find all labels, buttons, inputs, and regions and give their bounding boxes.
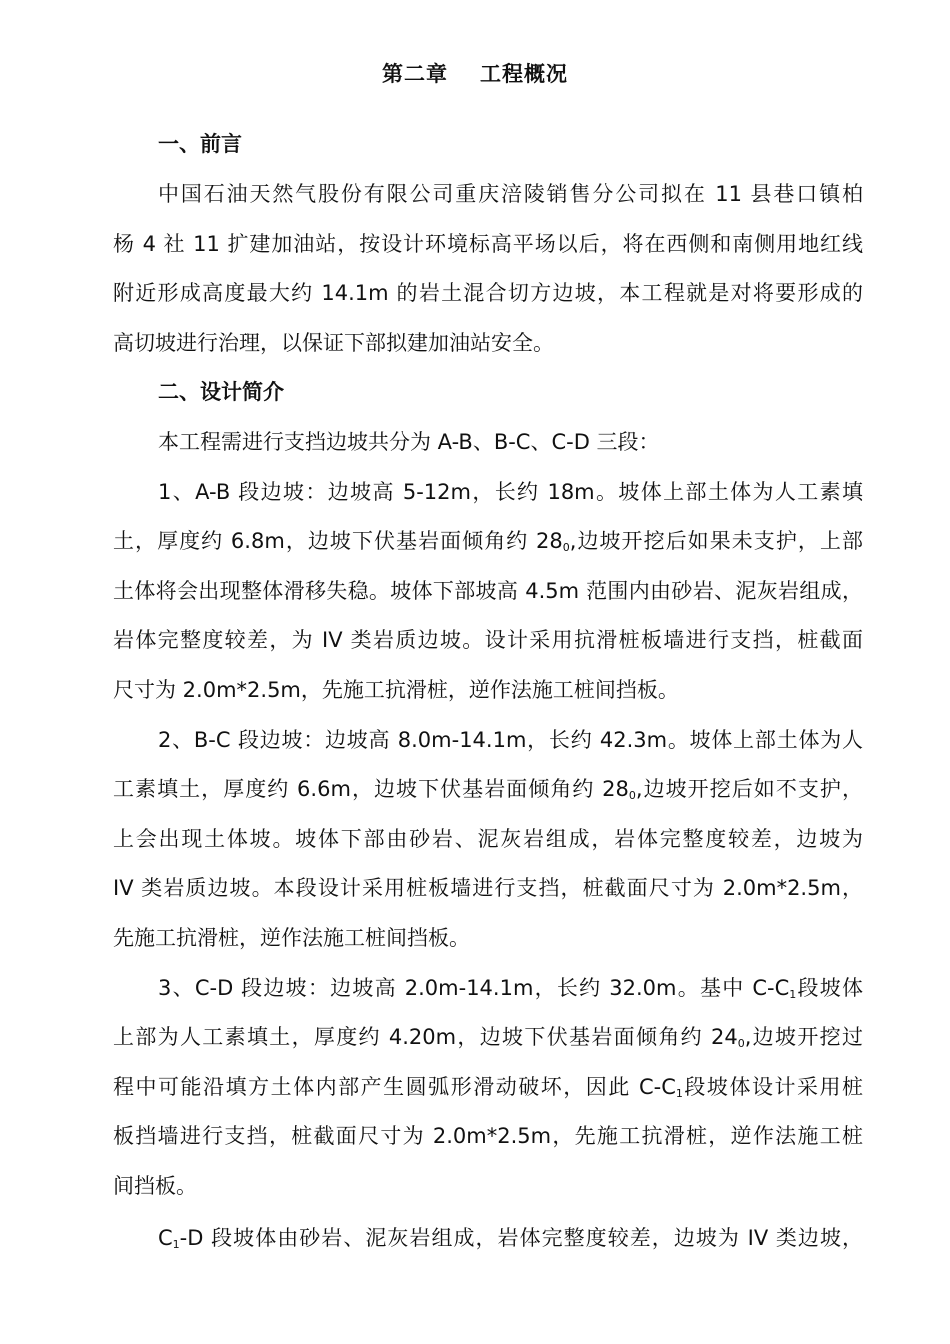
subscript: 0: [737, 1037, 745, 1050]
text-run: 3、C-D 段边坡：边坡高 2.0m-14.1m，长约 32.0m。基中 C-C: [158, 976, 790, 1000]
section-heading-preface: 一、前言: [158, 132, 242, 156]
subscript: 1: [172, 1238, 180, 1251]
paragraph-line: 岩体完整度较差，为 IV 类岩质边坡。设计采用抗滑桩板墙进行支挡，桩截面: [113, 628, 863, 652]
text-run: 工素填土，厚度约 6.6m，边坡下伏基岩面倾角约 28: [113, 777, 629, 801]
paragraph-line: [113, 1071, 863, 1110]
paragraph-line: 附近形成高度最大约 14.1m 的岩土混合切方边坡，本工程就是对将要形成的: [113, 281, 863, 305]
text-run: ,边坡开挖后如不支护，: [635, 777, 863, 801]
text-run: 土，厚度约 6.8m，边坡下伏基岩面倾角约 28: [113, 529, 563, 553]
paragraph-line: [158, 972, 863, 1011]
chapter-label: 第二章: [382, 62, 448, 86]
paragraph-line: [158, 1222, 863, 1261]
paragraph-line: 先施工抗滑桩，逆作法施工桩间挡板。: [113, 926, 470, 950]
paragraph-line: [113, 1021, 863, 1060]
subscript: 0: [562, 541, 570, 554]
subscript: 1: [789, 988, 797, 1001]
subscript: 0: [628, 789, 636, 802]
page-title: [0, 58, 950, 88]
text-run: C: [158, 1226, 173, 1250]
paragraph-line: 2、B-C 段边坡：边坡高 8.0m-14.1m，长约 42.3m。坡体上部土体为人: [158, 728, 863, 752]
paragraph-line: 高切坡进行治理，以保证下部拟建加油站安全。: [113, 331, 554, 355]
paragraph-line: 板挡墙进行支挡，桩截面尺寸为 2.0m*2.5m，先施工抗滑桩，逆作法施工桩: [113, 1124, 863, 1148]
text-run: 段坡体设计采用桩: [682, 1075, 864, 1099]
text-run: 段坡体: [796, 976, 863, 1000]
paragraph-line: 上会出现土体坡。坡体下部由砂岩、泥灰岩组成，岩体完整度较差，边坡为: [113, 827, 863, 851]
text-run: ,边坡开挖后如果未支护，上部: [569, 529, 863, 553]
paragraph-line: 土体将会出现整体滑移失稳。坡体下部坡高 4.5m 范围内由砂岩、泥灰岩组成，: [113, 579, 863, 603]
paragraph-line: IV 类岩质边坡。本段设计采用桩板墙进行支挡，桩截面尺寸为 2.0m*2.5m，: [113, 876, 863, 900]
paragraph-line: [113, 525, 863, 564]
paragraph-line: 杨 4 社 11 扩建加油站，按设计环境标高平场以后，将在西侧和南侧用地红线: [113, 232, 863, 256]
section-heading-design: 二、设计简介: [158, 380, 284, 404]
paragraph-line: 本工程需进行支挡边坡共分为 A-B、B-C、C-D 三段：: [158, 430, 660, 454]
paragraph-line: 中国石油天然气股份有限公司重庆涪陵销售分公司拟在 11 县巷口镇柏: [158, 182, 863, 206]
text-run: 上部为人工素填土，厚度约 4.20m，边坡下伏基岩面倾角约 24: [113, 1025, 738, 1049]
text-run: 程中可能沿填方土体内部产生圆弧形滑动破坏，因此 C-C: [113, 1075, 676, 1099]
paragraph-line: 间挡板。: [113, 1174, 197, 1198]
paragraph-line: 1、A-B 段边坡：边坡高 5-12m，长约 18m。坡体上部土体为人工素填: [158, 480, 863, 504]
text-run: -D 段坡体由砂岩、泥灰岩组成，岩体完整度较差，边坡为 IV 类边坡，: [179, 1226, 863, 1250]
subscript: 1: [675, 1087, 683, 1100]
paragraph-line: 尺寸为 2.0m*2.5m，先施工抗滑桩，逆作法施工桩间挡板。: [113, 678, 679, 702]
paragraph-line: [113, 773, 863, 812]
text-run: ,边坡开挖过: [744, 1025, 863, 1049]
chapter-name: 工程概况: [480, 62, 568, 86]
